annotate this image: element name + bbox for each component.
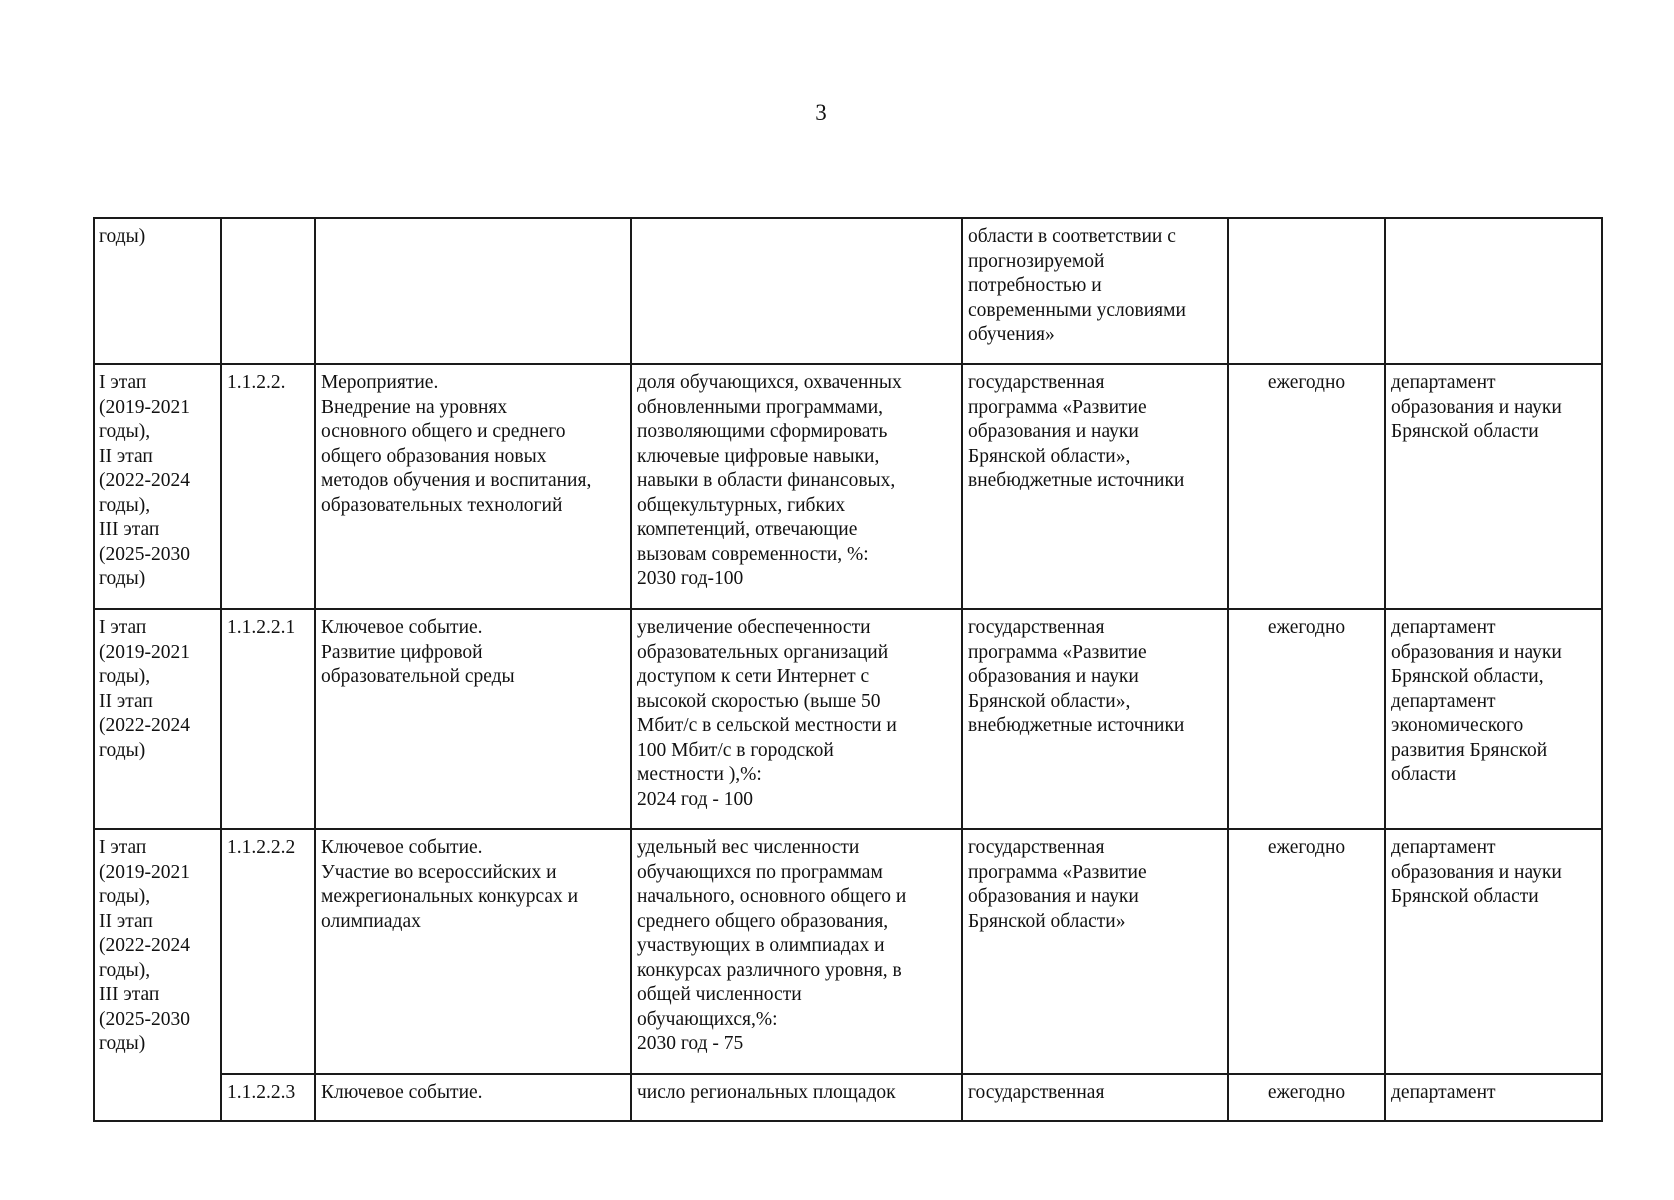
source-cell: государственная программа «Развитие образования и науки Брянской области», внебюджетные источники xyxy=(962,364,1228,609)
table-row xyxy=(94,1074,1602,1121)
table-row xyxy=(94,218,1602,364)
indicator-cell: число региональных площадок xyxy=(631,1074,962,1121)
executor-cell xyxy=(1385,218,1602,364)
term-cell: ежегодно xyxy=(1228,364,1385,609)
period-cell: годы) xyxy=(94,218,221,364)
executor-cell: департамент образования и науки Брянской области, департамент экономического развития Брянской области xyxy=(1385,609,1602,829)
period-cell: I этап (2019-2021 годы), II этап (2022-2024 годы), III этап (2025-2030 годы) xyxy=(94,364,221,609)
executor-cell: департамент образования и науки Брянской области xyxy=(1385,364,1602,609)
term-cell: ежегодно xyxy=(1228,1074,1385,1121)
table-row xyxy=(94,364,1602,609)
term-cell xyxy=(1228,218,1385,364)
executor-cell: департамент xyxy=(1385,1074,1602,1121)
page-number: 3 xyxy=(815,100,827,125)
indicator-cell: доля обучающихся, охваченных обновленными программами, позволяющими сформировать ключевые цифровые навыки, навыки в области финансовых, общекультурных, гибких компетенций, отвечающие вызовам современности, %: 2030 год-100 xyxy=(631,364,962,609)
measure-cell: Ключевое событие. xyxy=(315,1074,631,1121)
table-row xyxy=(94,609,1602,829)
measure-cell: Ключевое событие. Участие во всероссийских и межрегиональных конкурсах и олимпиадах xyxy=(315,829,631,1074)
plan-table xyxy=(93,217,1603,1122)
indicator-cell xyxy=(631,218,962,364)
indicator-cell: увеличение обеспеченности образовательных организаций доступом к сети Интернет с высокой скоростью (выше 50 Мбит/с в сельской местности и 100 Мбит/с в городской местности ),%: 2024 год - 100 xyxy=(631,609,962,829)
source-cell: области в соответствии с прогнозируемой потребностью и современными условиями обучения» xyxy=(962,218,1228,364)
source-cell: государственная программа «Развитие образования и науки Брянской области» xyxy=(962,829,1228,1074)
period-cell: I этап (2019-2021 годы), II этап (2022-2024 годы), III этап (2025-2030 годы) xyxy=(94,829,221,1121)
indicator-cell: удельный вес численности обучающихся по программам начального, основного общего и среднего общего образования, участвующих в олимпиадах и конкурсах различного уровня, в общей численности обучающихся,%: 2030 год - 75 xyxy=(631,829,962,1074)
code-cell: 1.1.2.2. xyxy=(221,364,315,609)
term-cell: ежегодно xyxy=(1228,829,1385,1074)
code-cell: 1.1.2.2.2 xyxy=(221,829,315,1074)
measure-cell: Ключевое событие. Развитие цифровой образовательной среды xyxy=(315,609,631,829)
period-cell: I этап (2019-2021 годы), II этап (2022-2024 годы) xyxy=(94,609,221,829)
table-row xyxy=(94,829,1602,1074)
term-cell: ежегодно xyxy=(1228,609,1385,829)
source-cell: государственная xyxy=(962,1074,1228,1121)
executor-cell: департамент образования и науки Брянской области xyxy=(1385,829,1602,1074)
code-cell: 1.1.2.2.1 xyxy=(221,609,315,829)
source-cell: государственная программа «Развитие образования и науки Брянской области», внебюджетные источники xyxy=(962,609,1228,829)
measure-cell xyxy=(315,218,631,364)
measure-cell: Мероприятие. Внедрение на уровнях основного общего и среднего общего образования новых методов обучения и воспитания, образовательных технологий xyxy=(315,364,631,609)
code-cell xyxy=(221,218,315,364)
code-cell: 1.1.2.2.3 xyxy=(221,1074,315,1121)
